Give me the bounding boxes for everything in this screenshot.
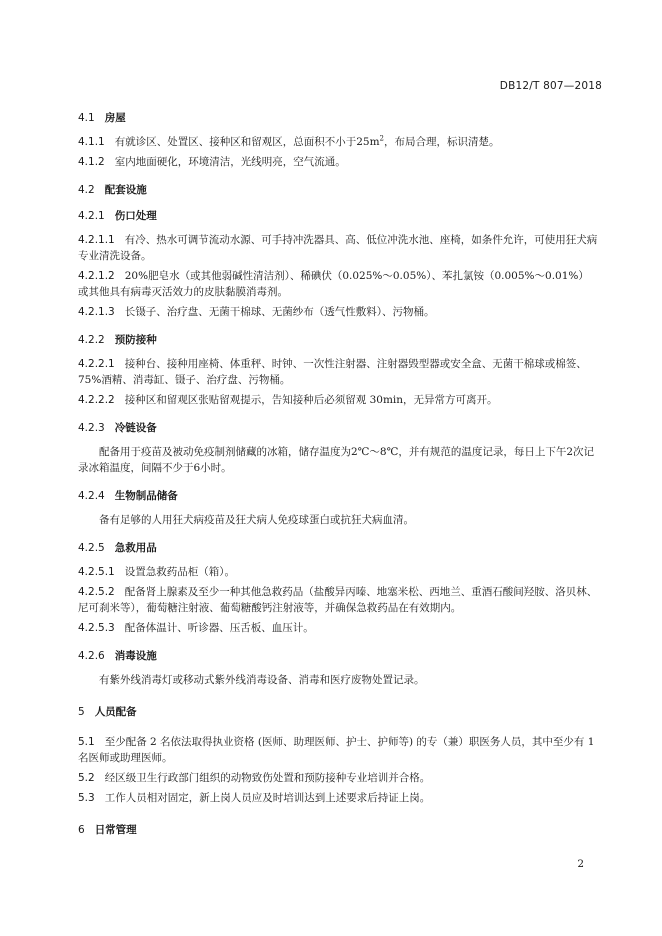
section-heading: 4.2 配套设施 [78,184,147,196]
subsection-heading: 4.2.6 消毒设施 [78,650,157,662]
clause-text: 有就诊区、处置区、接种区和留观区，总面积不小于$25m^2$，布局合理，标识清楚。 [114,134,500,148]
clause: 4.2.1.3 长镊子、治疗盘、无菌干棉球、无菌纱布（透气性敷料）、污物桶。 [78,306,435,318]
clause: 5.2 经区级卫生行政部门组织的动物致伤处置和预防接种专业培训并合格。 [78,772,431,784]
chapter-heading: 5 人员配备 [78,706,137,718]
paragraph: 配备用于疫苗及被动免疫制剂储藏的冰箱，储存温度为2℃～8℃，并有规范的温度记录，每日上下午2次记录冰箱温度，间隔不少于6小时。 [78,446,595,474]
section-heading: 4.1 房屋 [78,112,126,124]
subsection-heading: 4.2.3 冷链设备 [78,422,157,434]
clause: 4.2.1.2 20%肥皂水（或其他弱碱性清洁剂）、稀碘伏（0.025%～0.05%）、苯扎氯铵（0.005%～0.01%）或其他具有病毒灭活效力的皮肤黏膜消毒剂。 [78,270,589,298]
clause: 4.1.1 有就诊区、处置区、接种区和留观区，总面积不小于$25m^2$，布局合理，标识清楚。 [78,134,500,148]
clause: 4.2.5.1 设置急救药品柜（箱）。 [78,566,235,578]
clause: 4.2.2.1 接种台、接种用座椅、体重秤、时钟、一次性注射器、注射器毁型器或安全盒、无菌干棉球或棉签、75%酒精、消毒缸、镊子、治疗盘、污物桶。 [78,358,587,386]
subsection-heading: 4.2.1 伤口处理 [78,210,157,222]
paragraph: 备有足够的人用狂犬病疫苗及狂犬病人免疫球蛋白或抗狂犬病血清。 [99,514,414,526]
page-number: 2 [577,858,584,870]
chapter-heading: 6 日常管理 [78,824,137,836]
clause: 4.2.5.2 配备肾上腺素及至少一种其他急救药品（盐酸异丙嗪、地塞米松、西地兰、重酒石酸间羟胺、洛贝林、尼可刹米等），葡萄糖注射液、葡萄糖酸钙注射液等，并确保急救药品在有效期内。 [78,586,598,614]
clause: 4.1.2 室内地面硬化，环境清洁，光线明亮，空气流通。 [78,156,346,168]
clause: 5.1 至少配备 2 名依法取得执业资格 (医师、助理医师、护士、护师等) 的专（兼）职医务人员，其中至少有 1 名医师或助理医师。 [78,736,595,764]
clause: 5.3 工作人员相对固定，新上岗人员应及时培训达到上述要求后持证上岗。 [78,792,431,804]
subsection-heading: 4.2.4 生物制品储备 [78,490,178,502]
document-body [78,110,598,838]
document-code: DB12/T 807—2018 [499,80,602,92]
subsection-heading: 4.2.2 预防接种 [78,334,157,346]
clause: 4.2.2.2 接种区和留观区张贴留观提示，告知接种后必须留观 30min，无异常方可离开。 [78,394,498,406]
clause: 4.2.5.3 配备体温计、听诊器、压舌板、血压计。 [78,622,314,634]
clause: 4.2.1.1 有冷、热水可调节流动水源、可手持冲洗器具、高、低位冲洗水池、座椅，如条件允许，可使用狂犬病专业清洗设备。 [78,234,598,262]
subsection-heading: 4.2.5 急救用品 [78,542,157,554]
paragraph: 有紫外线消毒灯或移动式紫外线消毒设备、消毒和医疗废物处置记录。 [99,674,425,686]
